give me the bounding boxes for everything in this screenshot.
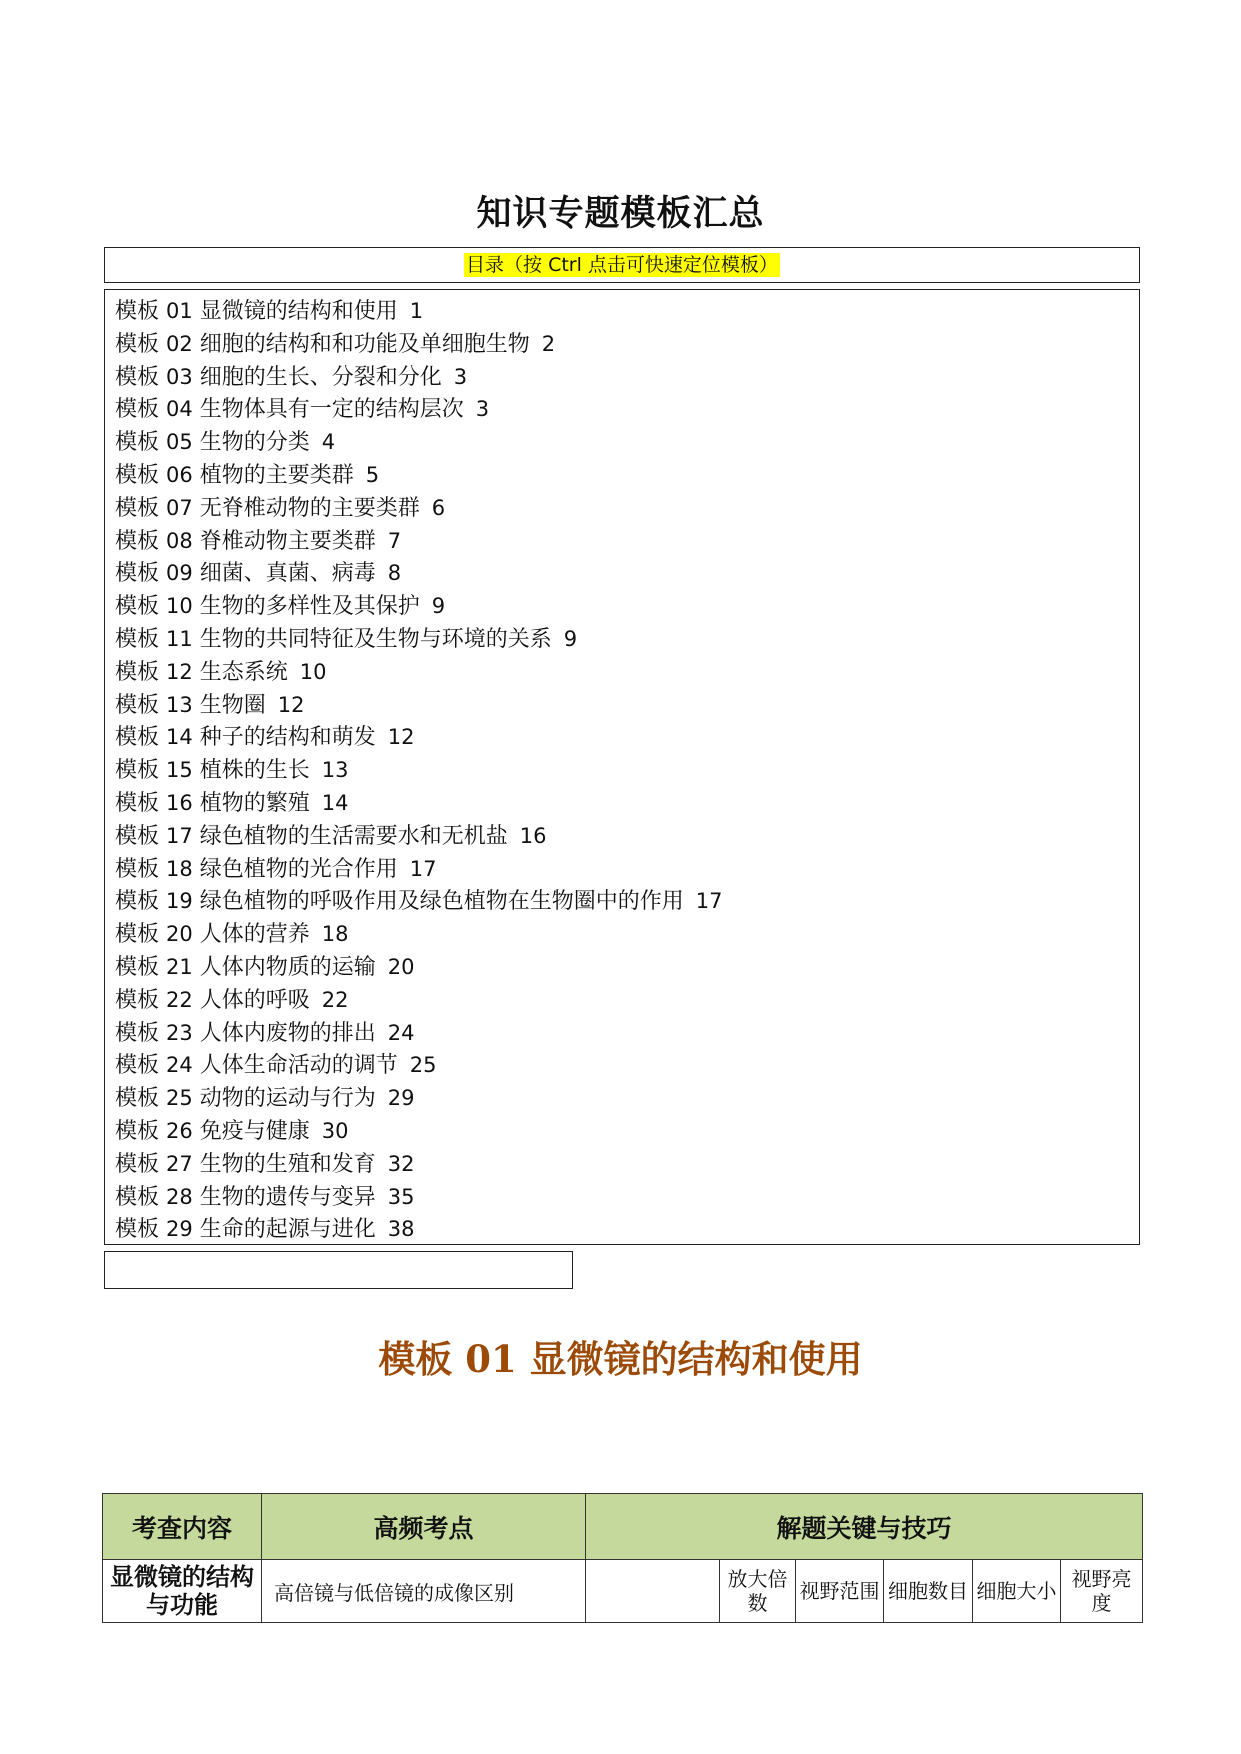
section-title: 模板 01 显微镜的结构和使用 bbox=[378, 1337, 863, 1381]
toc-page: 17 bbox=[695, 889, 723, 914]
toc-number: 08 bbox=[166, 528, 193, 553]
sub-header-magnification: 放大倍数 bbox=[720, 1560, 796, 1623]
toc-prefix: 模板 bbox=[115, 1118, 160, 1144]
toc-number: 28 bbox=[166, 1184, 193, 1209]
toc-number: 04 bbox=[166, 397, 193, 422]
toc-prefix: 模板 bbox=[115, 1020, 160, 1046]
toc-prefix: 模板 bbox=[115, 1184, 160, 1210]
toc-page: 24 bbox=[387, 1020, 415, 1045]
toc-number: 11 bbox=[166, 626, 193, 651]
toc-prefix: 模板 bbox=[115, 954, 160, 980]
toc-link[interactable] bbox=[115, 885, 1139, 918]
toc-link[interactable] bbox=[115, 754, 1139, 787]
toc-header-box bbox=[104, 247, 1140, 283]
toc-page: 17 bbox=[409, 856, 437, 881]
toc-link[interactable] bbox=[115, 393, 1139, 426]
toc-page: 14 bbox=[321, 790, 349, 815]
toc-title: 生物的生殖和发育 bbox=[199, 1151, 376, 1177]
toc-number: 09 bbox=[166, 561, 193, 586]
toc-prefix: 模板 bbox=[115, 1053, 160, 1079]
toc-link[interactable] bbox=[115, 1017, 1139, 1050]
toc-title: 人体内废物的排出 bbox=[199, 1020, 376, 1046]
toc-title: 无脊椎动物的主要类群 bbox=[199, 495, 420, 521]
toc-number: 03 bbox=[166, 364, 193, 389]
toc-link[interactable] bbox=[115, 853, 1139, 886]
toc-link[interactable] bbox=[115, 557, 1139, 590]
toc-number: 18 bbox=[166, 856, 193, 881]
toc-number: 10 bbox=[166, 594, 193, 619]
toc-title: 人体内物质的运输 bbox=[199, 954, 376, 980]
toc-link[interactable] bbox=[115, 656, 1139, 689]
toc-title: 绿色植物的呼吸作用及绿色植物在生物圈中的作用 bbox=[199, 889, 684, 915]
toc-number: 19 bbox=[166, 889, 193, 914]
header-tips: 解题关键与技巧 bbox=[586, 1494, 1143, 1560]
sub-header-brightness: 视野亮度 bbox=[1061, 1560, 1143, 1623]
toc-title: 生物的遗传与变异 bbox=[199, 1184, 376, 1210]
toc-prefix: 模板 bbox=[115, 889, 160, 915]
category-cell: 显微镜的结构与功能 bbox=[103, 1560, 262, 1623]
toc-page: 13 bbox=[321, 758, 349, 783]
toc-link[interactable] bbox=[115, 1213, 1139, 1246]
toc-page: 5 bbox=[365, 462, 380, 487]
toc-page: 4 bbox=[321, 430, 336, 455]
toc-prefix: 模板 bbox=[115, 528, 160, 554]
toc-link[interactable] bbox=[115, 623, 1139, 656]
toc-title: 植物的主要类群 bbox=[199, 462, 354, 488]
toc-page: 12 bbox=[277, 692, 305, 717]
toc-title: 生物圈 bbox=[199, 692, 266, 718]
toc-title: 细菌、真菌、病毒 bbox=[199, 561, 376, 587]
toc-title: 细胞的结构和和功能及单细胞生物 bbox=[199, 331, 530, 357]
toc-prefix: 模板 bbox=[115, 692, 160, 718]
sub-header-field-range: 视野范围 bbox=[796, 1560, 884, 1623]
toc-link[interactable] bbox=[115, 361, 1139, 394]
toc-page: 7 bbox=[387, 528, 402, 553]
toc-prefix: 模板 bbox=[115, 1086, 160, 1112]
toc-prefix: 模板 bbox=[115, 823, 160, 849]
toc-page: 25 bbox=[409, 1053, 437, 1078]
toc-title: 人体的呼吸 bbox=[199, 987, 310, 1013]
toc-number: 06 bbox=[166, 462, 193, 487]
toc-number: 13 bbox=[166, 692, 193, 717]
toc-page: 10 bbox=[299, 659, 327, 684]
table-header-row bbox=[103, 1494, 1143, 1560]
sub-header-cell-count: 细胞数目 bbox=[884, 1560, 973, 1623]
toc-link[interactable] bbox=[115, 426, 1139, 459]
toc-link[interactable] bbox=[115, 787, 1139, 820]
toc-number: 22 bbox=[166, 987, 193, 1012]
toc-number: 17 bbox=[166, 823, 193, 848]
toc-page: 2 bbox=[541, 331, 556, 356]
toc-prefix: 模板 bbox=[115, 758, 160, 784]
toc-page: 16 bbox=[519, 823, 547, 848]
toc-link[interactable] bbox=[115, 328, 1139, 361]
toc-number: 05 bbox=[166, 430, 193, 455]
toc-number: 07 bbox=[166, 495, 193, 520]
toc-title: 生物的共同特征及生物与环境的关系 bbox=[199, 626, 552, 652]
toc-link[interactable] bbox=[115, 721, 1139, 754]
toc-link[interactable] bbox=[115, 918, 1139, 951]
toc-link[interactable] bbox=[115, 590, 1139, 623]
toc-number: 15 bbox=[166, 758, 193, 783]
toc-link[interactable] bbox=[115, 951, 1139, 984]
blank-cell bbox=[586, 1560, 720, 1623]
toc-prefix: 模板 bbox=[115, 922, 160, 948]
toc-page: 18 bbox=[321, 922, 349, 947]
toc-number: 01 bbox=[166, 299, 193, 323]
toc-link[interactable] bbox=[115, 1082, 1139, 1115]
toc-prefix: 模板 bbox=[115, 561, 160, 587]
toc-title: 生物体具有一定的结构层次 bbox=[199, 397, 464, 423]
toc-page: 32 bbox=[387, 1151, 415, 1176]
toc-link[interactable] bbox=[115, 1115, 1139, 1148]
knowledge-table bbox=[102, 1493, 1143, 1623]
toc-title: 免疫与健康 bbox=[199, 1118, 310, 1144]
toc-prefix: 模板 bbox=[115, 495, 160, 521]
toc-prefix: 模板 bbox=[115, 397, 160, 423]
point-cell: 高倍镜与低倍镜的成像区别 bbox=[262, 1560, 586, 1623]
toc-link[interactable] bbox=[115, 1181, 1139, 1214]
toc-title: 生态系统 bbox=[199, 659, 288, 685]
toc-page: 9 bbox=[563, 626, 578, 651]
header-points: 高频考点 bbox=[262, 1494, 586, 1560]
toc-prefix: 模板 bbox=[115, 594, 160, 620]
header-content: 考查内容 bbox=[103, 1494, 262, 1560]
toc-number: 23 bbox=[166, 1020, 193, 1045]
toc-title: 人体的营养 bbox=[199, 922, 310, 948]
toc-title: 生物的多样性及其保护 bbox=[199, 594, 420, 620]
table-of-contents bbox=[104, 289, 1140, 1245]
toc-link[interactable] bbox=[115, 459, 1139, 492]
toc-link[interactable] bbox=[115, 1148, 1139, 1181]
toc-prefix: 模板 bbox=[115, 364, 160, 390]
toc-page: 3 bbox=[453, 364, 468, 389]
sub-header-cell-size: 细胞大小 bbox=[973, 1560, 1061, 1623]
toc-prefix: 模板 bbox=[115, 1217, 160, 1243]
toc-title: 生物的分类 bbox=[199, 430, 310, 456]
toc-prefix: 模板 bbox=[115, 462, 160, 488]
toc-number: 20 bbox=[166, 922, 193, 947]
toc-title: 绿色植物的光合作用 bbox=[199, 856, 398, 882]
toc-page: 20 bbox=[387, 954, 415, 979]
toc-page: 3 bbox=[475, 397, 490, 422]
toc-title: 细胞的生长、分裂和分化 bbox=[199, 364, 442, 390]
toc-link[interactable] bbox=[115, 1049, 1139, 1082]
toc-title: 绿色植物的生活需要水和无机盐 bbox=[199, 823, 508, 849]
toc-number: 29 bbox=[166, 1217, 193, 1242]
empty-box bbox=[104, 1251, 573, 1289]
toc-title: 生命的起源与进化 bbox=[199, 1217, 376, 1243]
toc-link[interactable] bbox=[115, 525, 1139, 558]
toc-title: 人体生命活动的调节 bbox=[199, 1053, 398, 1079]
toc-prefix: 模板 bbox=[115, 430, 160, 456]
document-title: 知识专题模板汇总 bbox=[476, 193, 765, 234]
toc-number: 02 bbox=[166, 331, 193, 356]
toc-prefix: 模板 bbox=[115, 1151, 160, 1177]
toc-link[interactable] bbox=[115, 295, 1139, 328]
toc-title: 植株的生长 bbox=[199, 758, 310, 784]
toc-title: 显微镜的结构和使用 bbox=[199, 299, 398, 324]
toc-title: 脊椎动物主要类群 bbox=[199, 528, 376, 554]
toc-prefix: 模板 bbox=[115, 299, 160, 324]
toc-page: 8 bbox=[387, 561, 402, 586]
toc-number: 21 bbox=[166, 954, 193, 979]
toc-number: 27 bbox=[166, 1151, 193, 1176]
toc-header: 目录（按 Ctrl 点击可快速定位模板） bbox=[466, 254, 778, 276]
toc-page: 38 bbox=[387, 1217, 415, 1242]
table-row bbox=[103, 1560, 1143, 1623]
toc-prefix: 模板 bbox=[115, 856, 160, 882]
toc-prefix: 模板 bbox=[115, 331, 160, 357]
toc-title: 种子的结构和萌发 bbox=[199, 725, 376, 751]
toc-link[interactable] bbox=[115, 689, 1139, 722]
toc-page: 9 bbox=[431, 594, 446, 619]
toc-number: 16 bbox=[166, 790, 193, 815]
toc-number: 12 bbox=[166, 659, 193, 684]
toc-link[interactable] bbox=[115, 984, 1139, 1017]
toc-title: 植物的繁殖 bbox=[199, 790, 310, 816]
toc-page: 12 bbox=[387, 725, 415, 750]
toc-number: 26 bbox=[166, 1118, 193, 1143]
toc-prefix: 模板 bbox=[115, 790, 160, 816]
toc-prefix: 模板 bbox=[115, 659, 160, 685]
toc-prefix: 模板 bbox=[115, 987, 160, 1013]
toc-page: 6 bbox=[431, 495, 446, 520]
toc-prefix: 模板 bbox=[115, 725, 160, 751]
toc-title: 动物的运动与行为 bbox=[199, 1086, 376, 1112]
toc-page: 22 bbox=[321, 987, 349, 1012]
toc-link[interactable] bbox=[115, 492, 1139, 525]
toc-number: 14 bbox=[166, 725, 193, 750]
toc-page: 30 bbox=[321, 1118, 349, 1143]
toc-prefix: 模板 bbox=[115, 626, 160, 652]
toc-page: 1 bbox=[409, 299, 424, 323]
toc-page: 35 bbox=[387, 1184, 415, 1209]
toc-number: 25 bbox=[166, 1086, 193, 1111]
toc-page: 29 bbox=[387, 1086, 415, 1111]
toc-number: 24 bbox=[166, 1053, 193, 1078]
toc-link[interactable] bbox=[115, 820, 1139, 853]
